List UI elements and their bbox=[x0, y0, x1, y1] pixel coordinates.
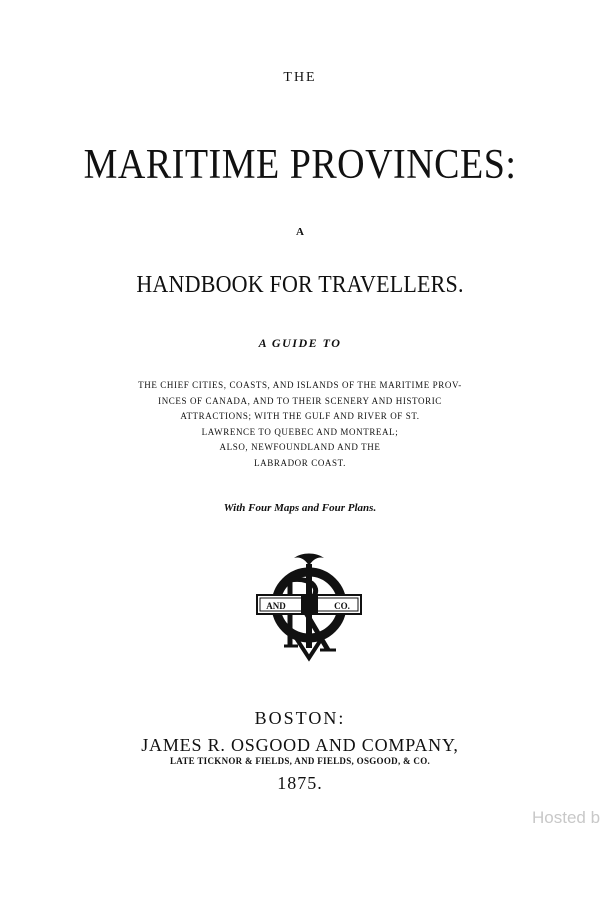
logo-right-text: CO. bbox=[334, 601, 350, 611]
hosted-by-watermark: Hosted b bbox=[532, 808, 600, 827]
logo-left-text: AND bbox=[266, 601, 286, 611]
guide-to-heading: A GUIDE TO bbox=[258, 336, 342, 350]
title-connector: A bbox=[296, 226, 304, 238]
maps-and-plans-line: With Four Maps and Four Plans. bbox=[223, 502, 377, 514]
former-publisher-line: LATE TICKNOR & FIELDS, AND FIELDS, OSGOOD, & CO. bbox=[169, 756, 431, 766]
title-article: THE bbox=[283, 70, 317, 85]
description-line: THE CHIEF CITIES, COASTS, AND ISLANDS OF THE MARITIME PROV- bbox=[138, 380, 462, 390]
description-block bbox=[0, 378, 600, 471]
description-line: LABRADOR COAST. bbox=[254, 457, 346, 468]
publisher-monogram-logo bbox=[254, 550, 364, 665]
book-subtitle: HANDBOOK FOR TRAVELLERS. bbox=[136, 270, 464, 298]
description-line: LAWRENCE TO QUEBEC AND MONTREAL; bbox=[201, 426, 399, 437]
publisher-name: JAMES R. OSGOOD AND COMPANY, bbox=[141, 735, 459, 755]
book-title: MARITIME PROVINCES: bbox=[83, 141, 517, 189]
description-line: ALSO, NEWFOUNDLAND AND THE bbox=[219, 442, 381, 452]
publication-year: 1875. bbox=[277, 773, 323, 793]
description-line: ATTRACTIONS; WITH THE GULF AND RIVER OF ST. bbox=[180, 411, 420, 421]
publication-city: BOSTON: bbox=[254, 708, 346, 728]
description-line: INCES OF CANADA, AND TO THEIR SCENERY AND HISTORIC bbox=[158, 395, 442, 406]
